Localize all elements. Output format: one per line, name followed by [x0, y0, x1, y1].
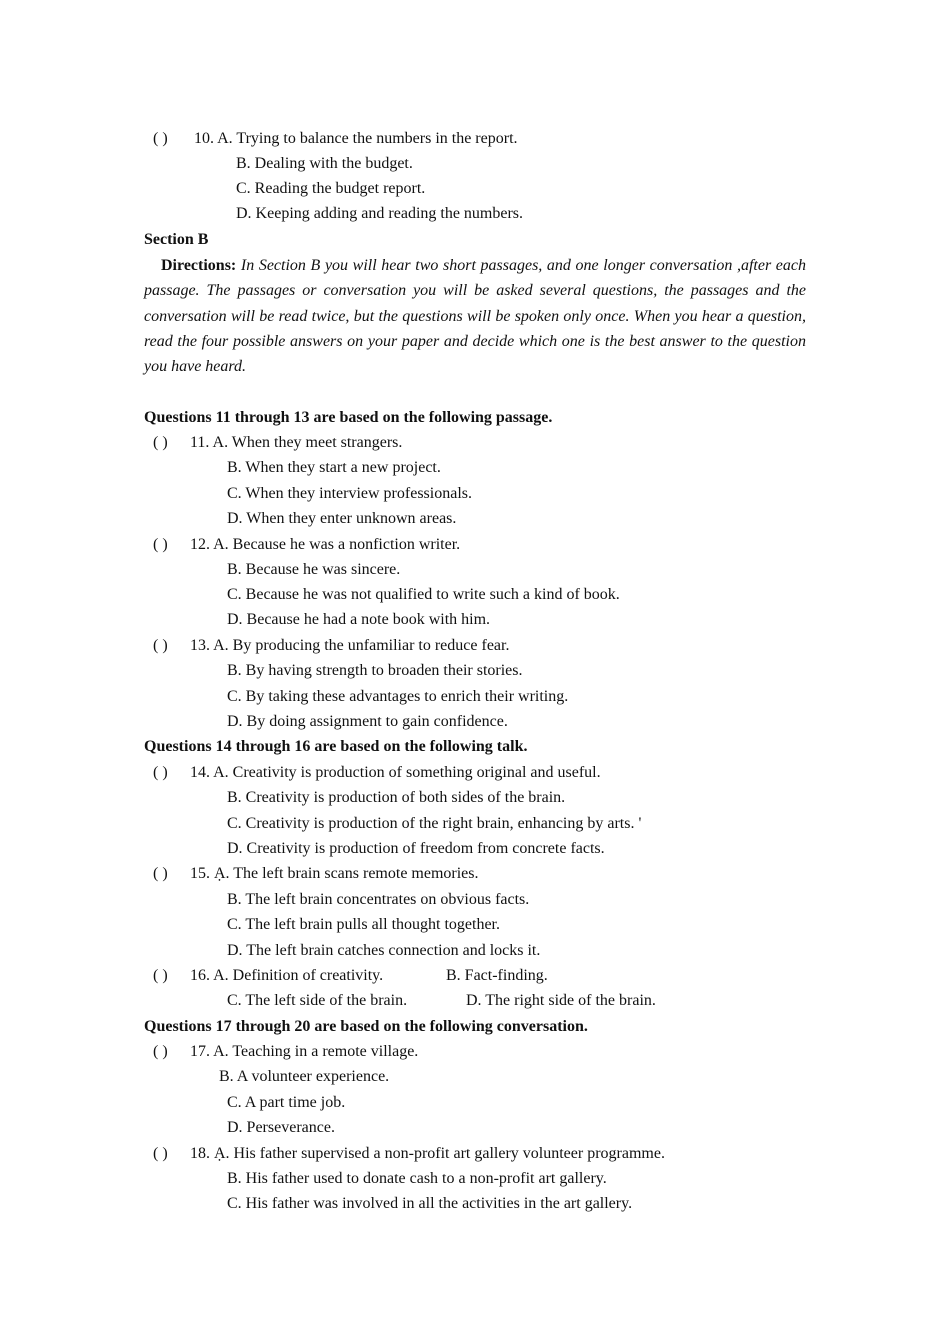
answer-blank: ( ) [153, 764, 168, 781]
question-11-option-b: B. When they start a new project. [227, 459, 441, 476]
question-10-option-b: B. Dealing with the budget. [236, 155, 413, 172]
question-16-option-c: C. The left side of the brain. [227, 992, 408, 1009]
directions-paragraph [144, 253, 806, 379]
question-13-option-b: B. By having strength to broaden their stories. [227, 662, 523, 679]
question-18-option-a: 18. Ạ. His father supervised a non-profit art gallery volunteer programme. [190, 1145, 665, 1162]
question-18-option-b: B. His father used to donate cash to a non-profit art gallery. [227, 1170, 607, 1187]
question-15-option-c: C. The left brain pulls all thought together. [227, 916, 500, 933]
group-heading: Questions 17 through 20 are based on the following conversation. [144, 1018, 588, 1035]
answer-blank: ( ) [153, 130, 168, 147]
question-14-option-d: D. Creativity is production of freedom from concrete facts. [227, 840, 605, 857]
answer-blank: ( ) [153, 967, 168, 984]
question-13-option-a: 13. A. By producing the unfamiliar to reduce fear. [190, 637, 510, 654]
section-title: Section B [144, 231, 209, 248]
question-17-option-c: C. A part time job. [227, 1094, 346, 1111]
answer-blank: ( ) [153, 536, 168, 553]
group-heading: Questions 14 through 16 are based on the following talk. [144, 738, 528, 755]
question-15-option-d: D. The left brain catches connection and locks it. [227, 942, 541, 959]
question-10-option-c: C. Reading the budget report. [236, 180, 426, 197]
answer-blank: ( ) [153, 434, 168, 451]
question-14-option-b: B. Creativity is production of both sides of the brain. [227, 789, 566, 806]
directions-label: Directions: [161, 257, 237, 274]
answer-blank: ( ) [153, 1145, 168, 1162]
question-12-option-b: B. Because he was sincere. [227, 561, 401, 578]
answer-blank: ( ) [153, 1043, 168, 1060]
question-18-option-c: C. His father was involved in all the activities in the art gallery. [227, 1195, 633, 1212]
question-15-option-b: B. The left brain concentrates on obvious facts. [227, 891, 530, 908]
question-13-option-c: C. By taking these advantages to enrich their writing. [227, 688, 569, 705]
answer-blank: ( ) [153, 865, 168, 882]
question-16-option-b: B. Fact-finding. [446, 967, 548, 984]
answer-blank: ( ) [153, 637, 168, 654]
question-11-option-d: D. When they enter unknown areas. [227, 510, 457, 527]
question-14-option-a: 14. A. Creativity is production of something original and useful. [190, 764, 601, 781]
question-16-option-a: 16. A. Definition of creativity. [190, 967, 384, 984]
group-heading: Questions 11 through 13 are based on the following passage. [144, 409, 553, 426]
question-15-option-a: 15. Ạ. The left brain scans remote memories. [190, 865, 479, 882]
question-14-option-c: C. Creativity is production of the right brain, enhancing by arts. ' [227, 815, 642, 832]
question-12-option-a: 12. A. Because he was a nonfiction writer. [190, 536, 461, 553]
question-16-option-d: D. The right side of the brain. [466, 992, 656, 1009]
question-10-option-d: D. Keeping adding and reading the numbers. [236, 205, 524, 222]
directions-text: In Section B you will hear two short passages, and one longer conversation ,after each passage. The passages or conversation you will be asked several questions, the passages and the conversation will be read twice, but the questions will be spoken only once. When you hear a question, read the four possible answers on your paper and decide which one is the best answer to the question you have heard. [144, 257, 806, 376]
question-11-option-a: 11. A. When they meet strangers. [190, 434, 403, 451]
question-11-option-c: C. When they interview professionals. [227, 485, 472, 502]
question-12-option-d: D. Because he had a note book with him. [227, 611, 491, 628]
question-12-option-c: C. Because he was not qualified to write such a kind of book. [227, 586, 620, 603]
question-17-option-a: 17. A. Teaching in a remote village. [190, 1043, 419, 1060]
question-10-option-a: 10. A. Trying to balance the numbers in the report. [194, 130, 518, 147]
question-13-option-d: D. By doing assignment to gain confidence. [227, 713, 508, 730]
question-17-option-b: B. A volunteer experience. [219, 1068, 390, 1085]
question-17-option-d: D. Perseverance. [227, 1119, 335, 1136]
